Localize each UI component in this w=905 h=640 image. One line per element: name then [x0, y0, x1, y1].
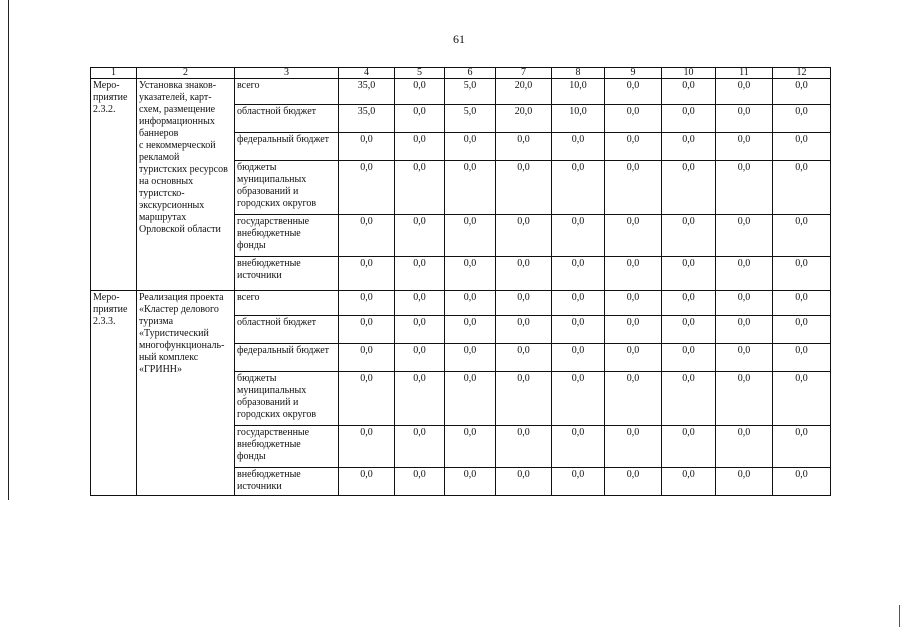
column-header-1: 1	[91, 68, 137, 79]
value-cell: 5,0	[445, 79, 496, 105]
value-cell: 0,0	[445, 372, 496, 426]
value-cell: 0,0	[716, 105, 773, 133]
table-header	[91, 68, 831, 79]
value-cell: 0,0	[445, 257, 496, 291]
funding-source: бюджеты муниципальных образований и городских округов	[235, 372, 339, 426]
value-cell: 0,0	[773, 161, 831, 215]
value-cell: 0,0	[773, 133, 831, 161]
value-cell: 0,0	[496, 215, 552, 257]
value-cell: 0,0	[662, 372, 716, 426]
value-cell: 0,0	[605, 291, 662, 316]
value-cell: 0,0	[773, 344, 831, 372]
value-cell: 0,0	[605, 161, 662, 215]
value-cell: 0,0	[716, 79, 773, 105]
value-cell: 0,0	[605, 79, 662, 105]
funding-source: всего	[235, 291, 339, 316]
value-cell: 0,0	[339, 426, 395, 468]
value-cell: 0,0	[445, 316, 496, 344]
value-cell: 0,0	[552, 215, 605, 257]
value-cell: 5,0	[445, 105, 496, 133]
value-cell: 0,0	[496, 161, 552, 215]
column-header-4: 4	[339, 68, 395, 79]
value-cell: 0,0	[605, 133, 662, 161]
value-cell: 0,0	[605, 372, 662, 426]
value-cell: 0,0	[395, 316, 445, 344]
value-cell: 0,0	[662, 215, 716, 257]
value-cell: 0,0	[496, 133, 552, 161]
column-header-9: 9	[605, 68, 662, 79]
left-margin-rule	[8, 0, 9, 500]
funding-source: федеральный бюджет	[235, 344, 339, 372]
value-cell: 0,0	[605, 316, 662, 344]
value-cell: 0,0	[662, 468, 716, 496]
table-row	[91, 291, 831, 316]
value-cell: 0,0	[552, 316, 605, 344]
value-cell: 0,0	[552, 468, 605, 496]
value-cell: 0,0	[773, 215, 831, 257]
value-cell: 0,0	[662, 79, 716, 105]
value-cell: 0,0	[773, 291, 831, 316]
value-cell: 10,0	[552, 105, 605, 133]
value-cell: 0,0	[395, 468, 445, 496]
funding-source: областной бюджет	[235, 316, 339, 344]
value-cell: 0,0	[773, 372, 831, 426]
value-cell: 0,0	[716, 133, 773, 161]
value-cell: 0,0	[552, 133, 605, 161]
table-row	[91, 79, 831, 105]
value-cell: 0,0	[445, 426, 496, 468]
value-cell: 0,0	[716, 468, 773, 496]
value-cell: 0,0	[445, 291, 496, 316]
value-cell: 0,0	[716, 344, 773, 372]
value-cell: 0,0	[445, 161, 496, 215]
value-cell: 0,0	[662, 161, 716, 215]
value-cell: 0,0	[496, 426, 552, 468]
value-cell: 0,0	[552, 426, 605, 468]
value-cell: 35,0	[339, 105, 395, 133]
funding-source: внебюджетные источники	[235, 468, 339, 496]
value-cell: 0,0	[605, 105, 662, 133]
page-number: 61	[453, 32, 465, 46]
column-header-10: 10	[662, 68, 716, 79]
event-code: Меро- приятие 2.3.3.	[91, 291, 137, 496]
value-cell: 0,0	[339, 344, 395, 372]
value-cell: 0,0	[662, 105, 716, 133]
funding-source: всего	[235, 79, 339, 105]
column-header-11: 11	[716, 68, 773, 79]
value-cell: 0,0	[662, 257, 716, 291]
event-code: Меро- приятие 2.3.2.	[91, 79, 137, 291]
value-cell: 0,0	[339, 257, 395, 291]
value-cell: 0,0	[496, 344, 552, 372]
value-cell: 0,0	[395, 105, 445, 133]
value-cell: 0,0	[605, 215, 662, 257]
column-header-7: 7	[496, 68, 552, 79]
column-header-6: 6	[445, 68, 496, 79]
funding-source: государственные внебюджетные фонды	[235, 426, 339, 468]
value-cell: 0,0	[716, 215, 773, 257]
event-name: Реализация проекта «Кластер делового туризма «Туристический многофункциональ- ный комплекс «ГРИНН»	[137, 291, 235, 496]
value-cell: 0,0	[339, 316, 395, 344]
funding-source: областной бюджет	[235, 105, 339, 133]
value-cell: 0,0	[445, 133, 496, 161]
table-body	[91, 79, 831, 496]
value-cell: 0,0	[716, 372, 773, 426]
value-cell: 0,0	[395, 161, 445, 215]
value-cell: 0,0	[662, 316, 716, 344]
value-cell: 0,0	[716, 426, 773, 468]
value-cell: 0,0	[395, 79, 445, 105]
value-cell: 0,0	[716, 257, 773, 291]
value-cell: 0,0	[339, 468, 395, 496]
value-cell: 0,0	[339, 215, 395, 257]
value-cell: 0,0	[716, 161, 773, 215]
value-cell: 10,0	[552, 79, 605, 105]
value-cell: 0,0	[445, 344, 496, 372]
value-cell: 0,0	[339, 291, 395, 316]
value-cell: 0,0	[605, 468, 662, 496]
value-cell: 0,0	[773, 468, 831, 496]
value-cell: 0,0	[552, 257, 605, 291]
value-cell: 0,0	[662, 291, 716, 316]
value-cell: 0,0	[662, 426, 716, 468]
value-cell: 0,0	[395, 426, 445, 468]
value-cell: 0,0	[773, 105, 831, 133]
value-cell: 0,0	[552, 372, 605, 426]
value-cell: 0,0	[445, 215, 496, 257]
value-cell: 0,0	[773, 257, 831, 291]
value-cell: 0,0	[395, 257, 445, 291]
column-header-12: 12	[773, 68, 831, 79]
value-cell: 0,0	[496, 291, 552, 316]
value-cell: 0,0	[395, 291, 445, 316]
value-cell: 0,0	[339, 372, 395, 426]
value-cell: 0,0	[662, 344, 716, 372]
value-cell: 0,0	[496, 468, 552, 496]
value-cell: 20,0	[496, 105, 552, 133]
value-cell: 0,0	[773, 426, 831, 468]
value-cell: 0,0	[552, 291, 605, 316]
value-cell: 0,0	[605, 257, 662, 291]
value-cell: 35,0	[339, 79, 395, 105]
value-cell: 0,0	[395, 344, 445, 372]
value-cell: 0,0	[339, 161, 395, 215]
value-cell: 0,0	[552, 344, 605, 372]
funding-source: федеральный бюджет	[235, 133, 339, 161]
value-cell: 0,0	[496, 257, 552, 291]
value-cell: 0,0	[339, 133, 395, 161]
funding-source: государственные внебюджетные фонды	[235, 215, 339, 257]
value-cell: 0,0	[662, 133, 716, 161]
value-cell: 0,0	[716, 316, 773, 344]
column-header-5: 5	[395, 68, 445, 79]
funding-source: внебюджетные источники	[235, 257, 339, 291]
header-row	[91, 68, 831, 79]
value-cell: 0,0	[552, 161, 605, 215]
right-margin-mark	[899, 605, 900, 627]
value-cell: 0,0	[773, 316, 831, 344]
budget-table	[90, 67, 831, 496]
column-header-3: 3	[235, 68, 339, 79]
value-cell: 0,0	[605, 344, 662, 372]
value-cell: 20,0	[496, 79, 552, 105]
value-cell: 0,0	[496, 372, 552, 426]
column-header-8: 8	[552, 68, 605, 79]
value-cell: 0,0	[395, 215, 445, 257]
column-header-2: 2	[137, 68, 235, 79]
value-cell: 0,0	[395, 372, 445, 426]
event-name: Установка знаков- указателей, карт- схем, размещение информационных баннеров с некоммерческой рекламой туристских ресурсов на основных туристско- экскурсионных маршрутах Орловской области	[137, 79, 235, 291]
value-cell: 0,0	[716, 291, 773, 316]
value-cell: 0,0	[445, 468, 496, 496]
funding-source: бюджеты муниципальных образований и городских округов	[235, 161, 339, 215]
value-cell: 0,0	[773, 79, 831, 105]
value-cell: 0,0	[395, 133, 445, 161]
value-cell: 0,0	[496, 316, 552, 344]
value-cell: 0,0	[605, 426, 662, 468]
